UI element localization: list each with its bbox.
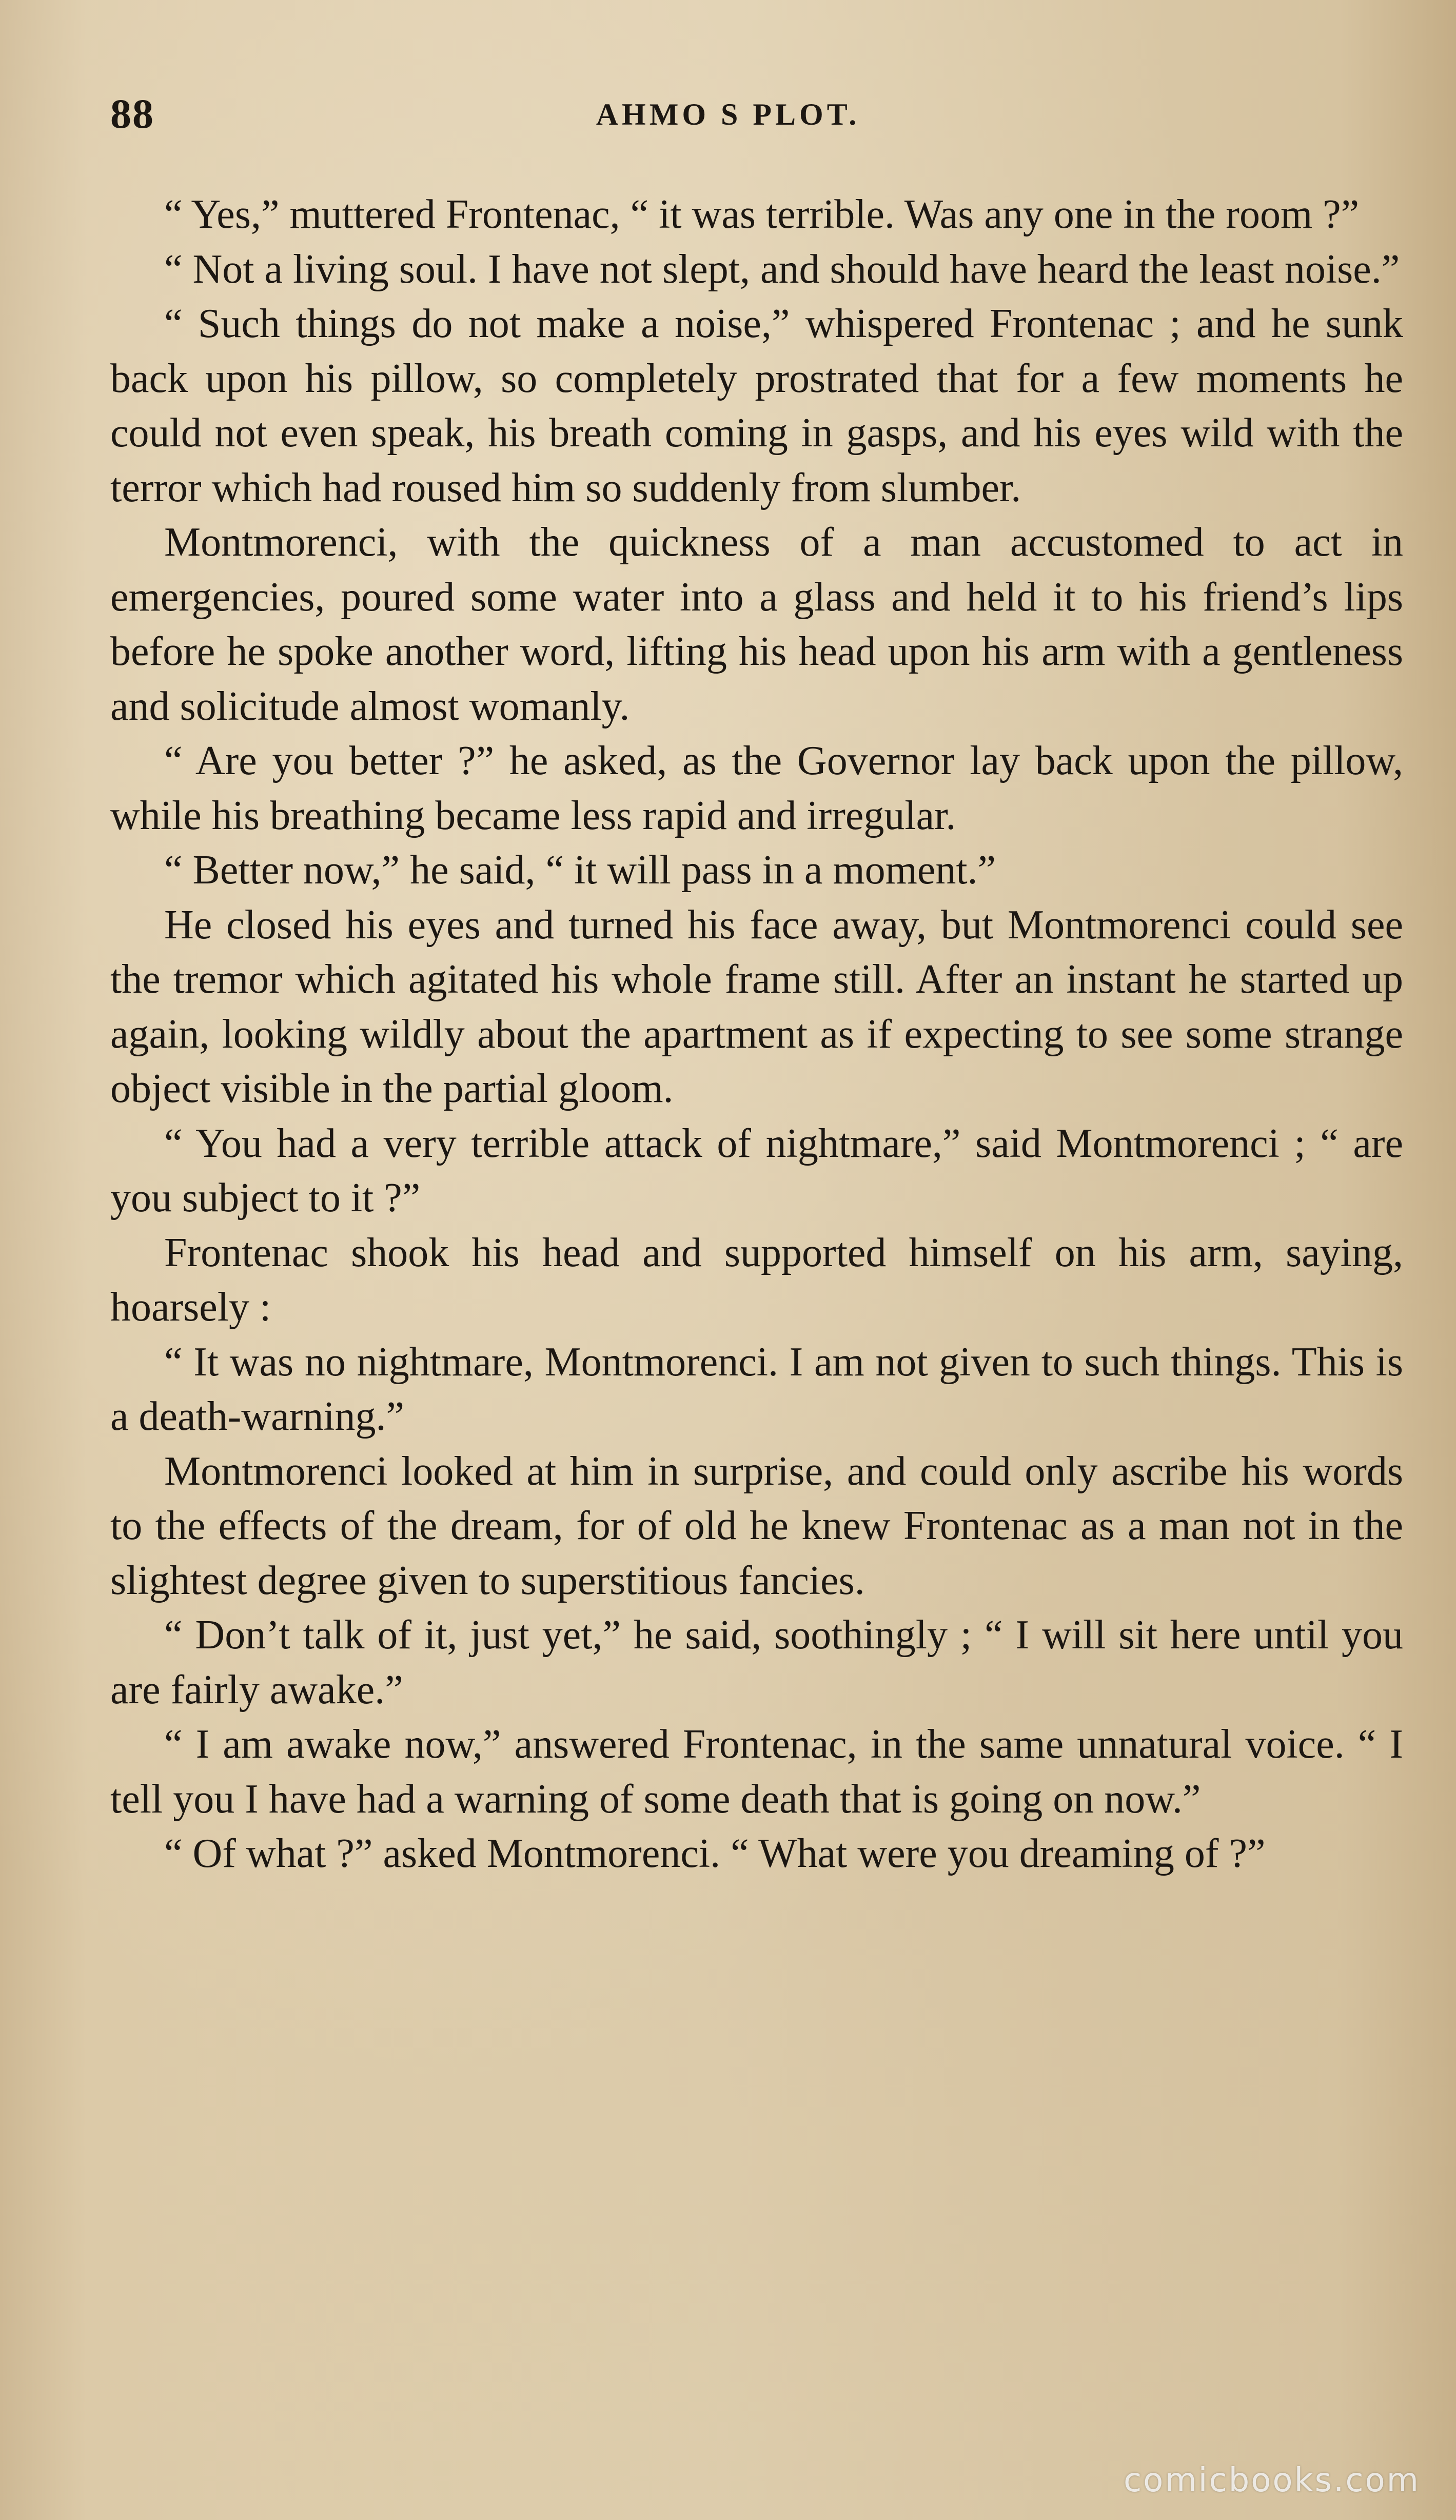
paragraph: “ I am awake now,” answered Frontenac, in the same unnatural voice. “ I tell you I have had a warning of some death that is going on now.” (110, 1722, 1403, 1822)
paragraph: “ It was no nightmare, Montmorenci. I am not given to such things. This is a death-warning.” (110, 1339, 1403, 1439)
page-header (110, 90, 1346, 146)
page-number: 88 (110, 90, 154, 137)
paragraph: “ Of what ?” asked Montmorenci. “ What were you dreaming of ?” (164, 1831, 1266, 1876)
running-head: AHMO S PLOT. (596, 97, 860, 131)
paragraph: “ Are you better ?” he asked, as the Governor lay back upon the pillow, while his breathing became less rapid and irregular. (110, 738, 1403, 838)
paragraph: Montmorenci looked at him in surprise, and could only ascribe his words to the effects of the dream, for of old he knew Frontenac as a man not in the slightest degree given to superstitious fancies. (110, 1448, 1403, 1603)
paragraph: “ Don’t talk of it, just yet,” he said, soothingly ; “ I will sit here until you are fairly awake.” (110, 1612, 1403, 1712)
paragraph: Frontenac shook his head and supported himself on his arm, saying, hoarsely : (110, 1230, 1403, 1330)
paragraph: He closed his eyes and turned his face away, but Montmorenci could see the tremor which agitated his whole frame still. After an instant he started up again, looking wildly about the apartment as if expecting to see some strange object visible in the partial gloom. (110, 902, 1403, 1111)
body-text (110, 187, 1403, 1881)
paragraph: “ Not a living soul. I have not slept, and should have heard the least noise.” (164, 246, 1400, 292)
paragraph: Montmorenci, with the quickness of a man accustomed to act in emergencies, poured some water into a glass and held it to his friend’s lips before he spoke another word, lifting his head upon his arm with a gentleness and solicitude almost womanly. (110, 520, 1403, 729)
paragraph: “ Yes,” muttered Frontenac, “ it was terrible. Was any one in the room ?” (164, 192, 1360, 237)
paragraph: “ Such things do not make a noise,” whispered Frontenac ; and he sunk back upon his pillow, so completely prostrated that for a few moments he could not even speak, his breath coming in gasps, and his eyes wild with the terror which had roused him so suddenly from slumber. (110, 301, 1403, 510)
paragraph: “ You had a very terrible attack of nightmare,” said Montmorenci ; “ are you subject to it ?” (110, 1120, 1403, 1220)
paragraph: “ Better now,” he said, “ it will pass in a moment.” (164, 848, 996, 893)
watermark-text: comicbooks.com (1123, 2462, 1420, 2499)
